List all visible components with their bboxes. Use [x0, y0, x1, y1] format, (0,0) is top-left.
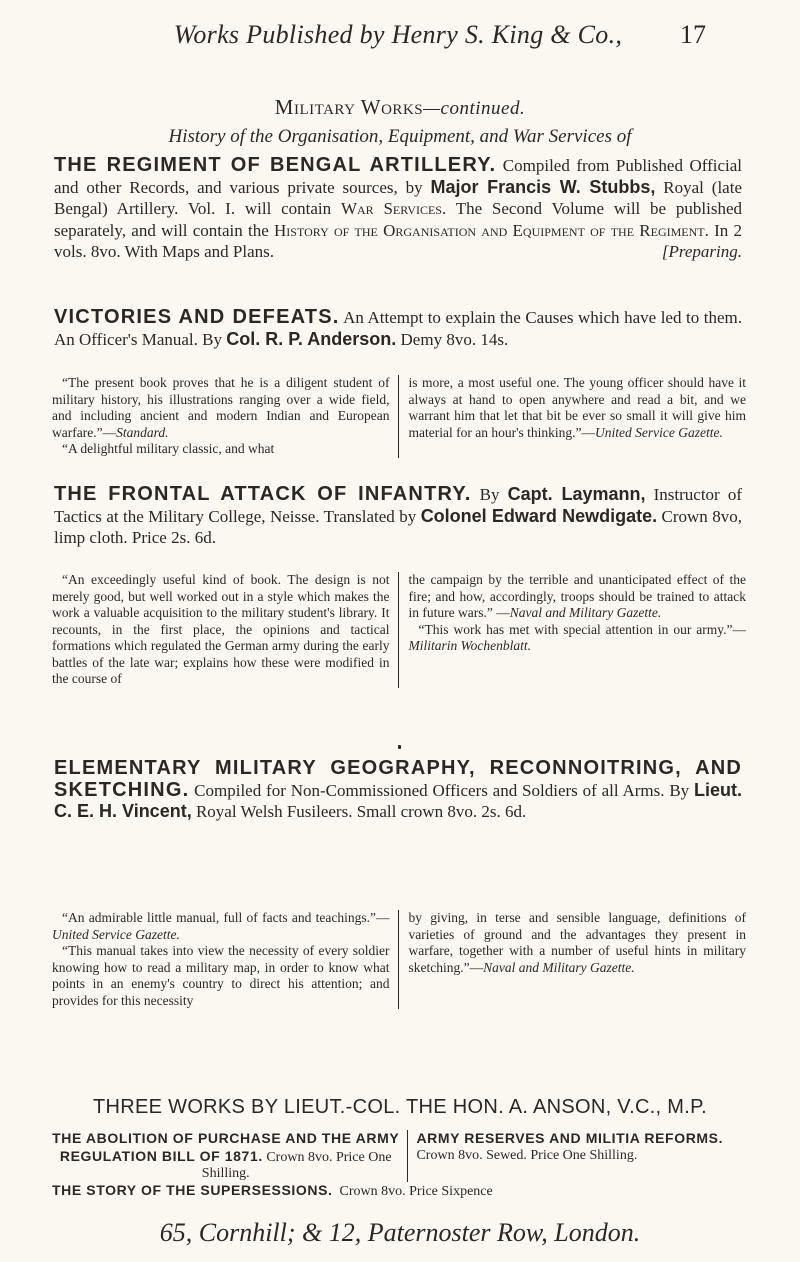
work-title: THE STORY OF THE SUPERSESSIONS. [52, 1182, 333, 1198]
review-text: “This manual takes into view the necessity of every soldier knowing how to read a military map, in order to know what points in an enemy's country to direct his attention; and provides for this necessity [52, 943, 390, 1008]
entry-author: Capt. Laymann, [507, 484, 646, 504]
entry-text: By [471, 485, 508, 504]
review-source: Naval and Military Gazette. [483, 959, 635, 975]
entry-text: Compiled for Non-Commissioned Officers and Soldiers of all Arms. By [189, 780, 694, 800]
entry-text: Instructor of Tactics at the Military College, Neisse. Translated by [54, 485, 742, 526]
review-text: “This work has met with special attention in our army.”— [418, 621, 746, 637]
work-title: ARMY RESERVES AND MILITIA REFORMS. [416, 1130, 724, 1146]
review-quote [52, 572, 390, 688]
review-column-left [52, 910, 390, 1009]
entry-military-geography [54, 758, 742, 823]
entry-author: Lieut. C. E. H. Vincent, [54, 779, 742, 821]
printers-mark [398, 745, 401, 749]
section-subtitle: History of the Organisation, Equipment, and War Services of [168, 126, 632, 147]
review-source: United Service Gazette. [595, 424, 723, 440]
review-text: by giving, in terse and sensible language, definitions of varieties of ground and the advantages they present in warfare, together with a number of useful hints in military sketching.”— [408, 910, 746, 975]
review-text: “The present book proves that he is a diligent student of military history, his illustrations ranging over a wide field, and including ancient and modern Indian and European warfare.”— [52, 375, 390, 440]
publisher-address: 65, Cornhill; & 12, Paternoster Row, London. [159, 1218, 641, 1247]
section-heading [0, 95, 800, 120]
column-divider [398, 572, 399, 688]
anson-work-bottom [52, 1182, 752, 1200]
work-detail: Crown 8vo. Price One Shilling. [201, 1150, 392, 1181]
review-column-right [409, 375, 747, 458]
entry-text: The Second Volume will be published separately, and will contain the [54, 199, 742, 240]
review-quote [409, 375, 747, 441]
work-title: THE ABOLITION OF PURCHASE AND THE ARMY REGULATION BILL OF 1871. [52, 1130, 400, 1164]
review-quote [52, 943, 390, 1009]
section-label: Military Works [274, 95, 424, 119]
review-text: “An admirable little manual, full of facts and teachings.”— [62, 910, 390, 925]
entry-author: Colonel Edward Newdigate. [420, 505, 658, 526]
entry-text: Royal Welsh Fusileers. Small crown 8vo. 2s. 6d. [191, 802, 527, 821]
entry-title: THE FRONTAL ATTACK OF INFANTRY. [54, 483, 472, 505]
work-detail: Crown 8vo. Price Sixpence [339, 1184, 493, 1199]
entry-author: Major Francis W. Stubbs, [430, 176, 656, 197]
review-text: “An exceedingly useful kind of book. The design is not merely good, but well worked out in a style which makes the work a valuable acquisition to the military student's library. It recounts, in the first place, the opinions and tactical formations which regulated the German army during the early battles of the late war; explains how these were modified in the course of [52, 572, 390, 686]
anson-work-left [52, 1130, 399, 1182]
review-quote [409, 622, 747, 655]
section-continued: —continued. [423, 98, 526, 119]
entry-victories-and-defeats [54, 307, 742, 350]
reviews-victories [52, 375, 746, 458]
reviews-military-geography [52, 910, 746, 1009]
entry-frontal-attack [54, 484, 742, 549]
review-column-left [52, 572, 390, 688]
entry-text: In 2 vols. 8vo. With Maps and Plans. [54, 220, 742, 261]
work-detail: Crown 8vo. Sewed. Price One Shilling. [416, 1148, 638, 1163]
entry-title: ELEMENTARY MILITARY GEOGRAPHY, RECONNOITRING, AND SKETCHING. [54, 757, 742, 801]
review-column-left [52, 375, 390, 458]
column-divider [398, 910, 399, 1009]
review-column-right [409, 910, 747, 1009]
review-quote [409, 572, 747, 622]
review-source: United Service Gazette. [52, 926, 180, 942]
review-text: “A delightful military classic, and what [62, 441, 275, 456]
entry-text: Compiled from Published Official and other Records, and various private sources, by [54, 156, 742, 197]
anson-works-heading: THREE WORKS BY LIEUT.-COL. THE HON. A. ANSON, V.C., M.P. [93, 1096, 707, 1118]
review-quote [52, 910, 390, 943]
entry-text: Demy 8vo. 14s. [396, 329, 509, 349]
reviews-frontal-attack [52, 572, 746, 688]
page-number: 17 [680, 20, 706, 49]
entry-text: Royal (late Bengal) Artillery. Vol. I. will contain [54, 177, 742, 218]
entry-text: Crown 8vo, limp cloth. Price 2s. 6d. [54, 506, 742, 547]
review-text: the campaign by the terrible and unanticipated effect of the fire; and how, accordingly, troops should be trained to attack in future wars.” — [408, 572, 746, 620]
entry-text: An Attempt to explain the Causes which have led to them. An Officer's Manual. By [54, 308, 742, 349]
entry-text: History of the Organisation and Equipment of the Regiment. [274, 220, 709, 240]
entry-author: Col. R. P. Anderson. [226, 328, 397, 349]
entry-title: VICTORIES AND DEFEATS. [54, 306, 340, 328]
entry-title: THE REGIMENT OF BENGAL ARTILLERY. [54, 154, 497, 176]
review-text: is more, a most useful one. The young officer should have it always at hand to open anywhere and read a bit, and we warrant him that let that bit be ever so small it will give him material for an hour's thinking.”— [408, 375, 746, 440]
column-divider [398, 375, 399, 458]
anson-works-grid [52, 1130, 752, 1182]
review-quote [52, 375, 390, 441]
review-quote [52, 441, 390, 458]
review-source: Militarin Wochenblatt. [408, 638, 531, 653]
review-source: Standard. [116, 424, 169, 440]
column-divider [407, 1130, 408, 1182]
review-source: Naval and Military Gazette. [509, 605, 662, 620]
entry-text: War Services. [340, 199, 447, 218]
review-quote [409, 910, 747, 976]
review-column-right [409, 572, 747, 688]
anson-work-right [416, 1130, 752, 1182]
running-head [0, 18, 800, 58]
running-head-title: Works Published by Henry S. King & Co., [173, 20, 623, 49]
entry-status: [Preparing. [661, 242, 742, 261]
entry-bengal-artillery [54, 155, 742, 263]
